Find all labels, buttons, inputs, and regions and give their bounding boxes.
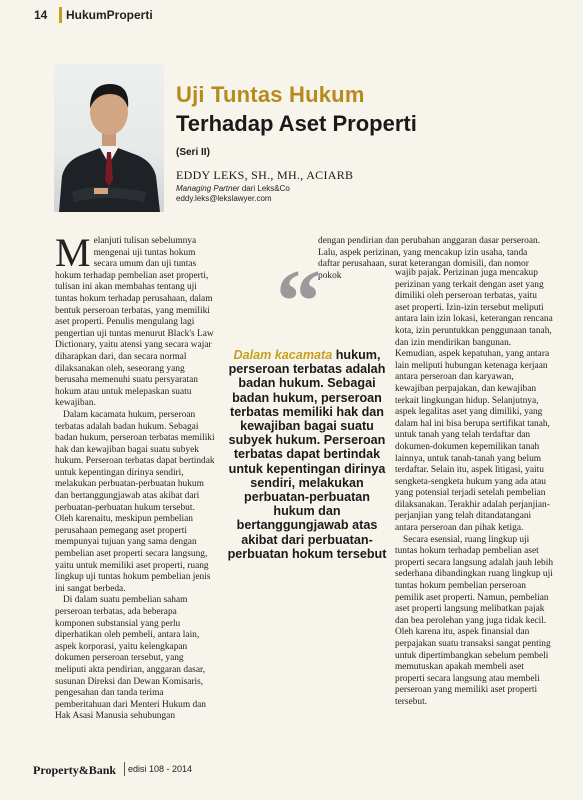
article-title-line2: Terhadap Aset Properti (176, 111, 417, 136)
column-left (55, 230, 215, 723)
quote-mark-icon: “ (276, 252, 321, 351)
paragraph: Di dalam suatu pembelian saham perseroan terbatas, ada beberapa komponen substansial yang perlu diperhatikan oleh pembeli, antara lain, aspek korporasi, yaitu kelengkapan dokumen perseroan tersebut, yang meliputi akta pendirian, anggaran dasar, susunan Direksi dan Dewan Komisaris, pengesahan dan tanda terima pemberitahuan dari Menteri Hukum dan Hak Asasi Manusia sehubungan (55, 595, 206, 722)
page-number: 14 (34, 8, 48, 22)
footer-divider (124, 762, 125, 776)
author-role-title: Managing Partner (176, 184, 240, 193)
series-label: (Seri II) (176, 147, 210, 158)
column-right (395, 268, 553, 709)
paragraph: dengan pendirian dan perubahan anggaran dasar perseroan. Lalu, aspek perizinan, yang mencakup izin usaha, tanda daftar perusahaan, surat keterangan domisili, dan nomor pokok (318, 236, 541, 281)
edition-label: edisi 108 - 2014 (128, 764, 193, 774)
pull-quote (223, 348, 391, 561)
drop-cap: M (55, 230, 91, 275)
author-email: eddy.leks@lekslawyer.com (176, 194, 272, 203)
article-title-line1: Uji Tuntas Hukum (176, 82, 365, 107)
paragraph: wajib pajak. Perizinan juga mencakup perizinan yang terkait dengan aset yang dimiliki oleh perseroan terbatas, yaitu aset properti. Izin-izin tersebut meliputi antara lain izin lokasi, keterangan rencana kota, izin peruntukkan penggunaan tanah, dan izin mendirikan bangunan. Kemudian, aspek kepatuhan, yang antara lain meliputi hubungan ketenaga kerjaan antara perseroan dan karyawan, kewajiban perpajakan, dan kewajiban terkait lingkungan hidup. Selanjutnya, aspek legalitas aset yang dimiliki, yang dalam hal ini bisa berupa sertifikat tanah, untuk tanah yang telah terdaftar dan dokumen-dokumen kepemilikan tanah lainnya, untuk tanah-tanah yang belum terdaftar. Selain itu, aspek litigasi, yaitu sengketa-sengketa hukum yang ada atau yang potensial terjadi setelah pembelian dilaksanakan. Terakhir adalah perjanjian-perjanjian yang telah ditandatangani antara perseroan dan pihak ketiga. (395, 268, 553, 534)
section-rubric: HukumProperti (66, 8, 153, 22)
author-photo (54, 64, 164, 212)
paragraph (55, 230, 215, 410)
magazine-logo: Property&Bank (33, 763, 117, 777)
paragraph-text: elanjuti tulisan sebelumnya mengenai uji tuntas hokum secara umum dan uji tuntas hokum terhadap pembelian aset properti, tulisan ini akan membahas tentang uji tuntas hokum terhadap perusahaan, dalam bentuk perseroan terbatas, yang memiliki aset properti. Penulis mengulang lagi pengertian uji tuntas menurut Black's Law Dictionary, yaitu atensi yang secara wajar diharapkan dari, dan secara normal dilaksanakan oleh, seseorang yang berusaha memenuhi suatu persyaratan hokum atau untuk melepaskan suatu kewajiban. (55, 236, 214, 409)
author-name: EDDY LEKS, SH., MH., ACIARB (176, 168, 354, 182)
author-role (176, 184, 290, 193)
paragraph: Secara esensial, ruang lingkup uji tuntas hokum terhadap pembelian aset properti secara langsung adalah jauh lebih sederhana dibandingkan ruang lingkup uji tuntas hokum pembelian perseroan pemilik aset properti. Namun, pembelian aset properti langsung melibatkan pajak dan bea perolehan yang juga tidak kecil. Oleh karena itu, aspek finansial dan perpajakan suatu transaksi sangat penting untuk dipertimbangkan sebelum pembeli memutuskan apakah membeli aset properti secara langsung atau membeli perseroan yang memiliki aset properti tersebut. (395, 534, 554, 707)
author-role-firm: dari Leks&Co (239, 184, 290, 193)
pull-quote-text: hukum, perseroan terbatas adalah badan hukum. Sebagai badan hukum, perseroan terbatas memiliki hak dan kewajiban bagai suatu subyek hukum. Perseroan terbatas dapat bertindak untuk kepentingan dirinya sendiri, melakukan perbuatan-perbuatan hukum dan bertanggungjawab atas akibat dari perbuatan-perbuatan hokum tersebut (227, 348, 387, 561)
paragraph: Dalam kacamata hukum, perseroan terbatas adalah badan hukum. Sebagai badan hukum, perseroan terbatas memiliki hak dan kewajiban bagai suatu subyek hukum. Perseroan terbatas dapat bertindak untuk kepentingan dirinya sendiri, melakukan perbuatan-perbuatan hukum dan bertanggungjawab atas akibat dari perbuatan-perbuatan hukum tersebut. Oleh karenaitu, meskipun pembelian perusahaan pemegang aset properti mempunyai tujuan yang sama dengan pembelian aset properti secara langsung, yaitu untuk memiliki aset properti, ruang lingkup uji tuntas hokum pembelian jenis ini sangat berbeda. (55, 409, 215, 594)
rubric-accent-bar (59, 7, 62, 23)
pull-quote-lead: Dalam kacamata (233, 348, 333, 362)
